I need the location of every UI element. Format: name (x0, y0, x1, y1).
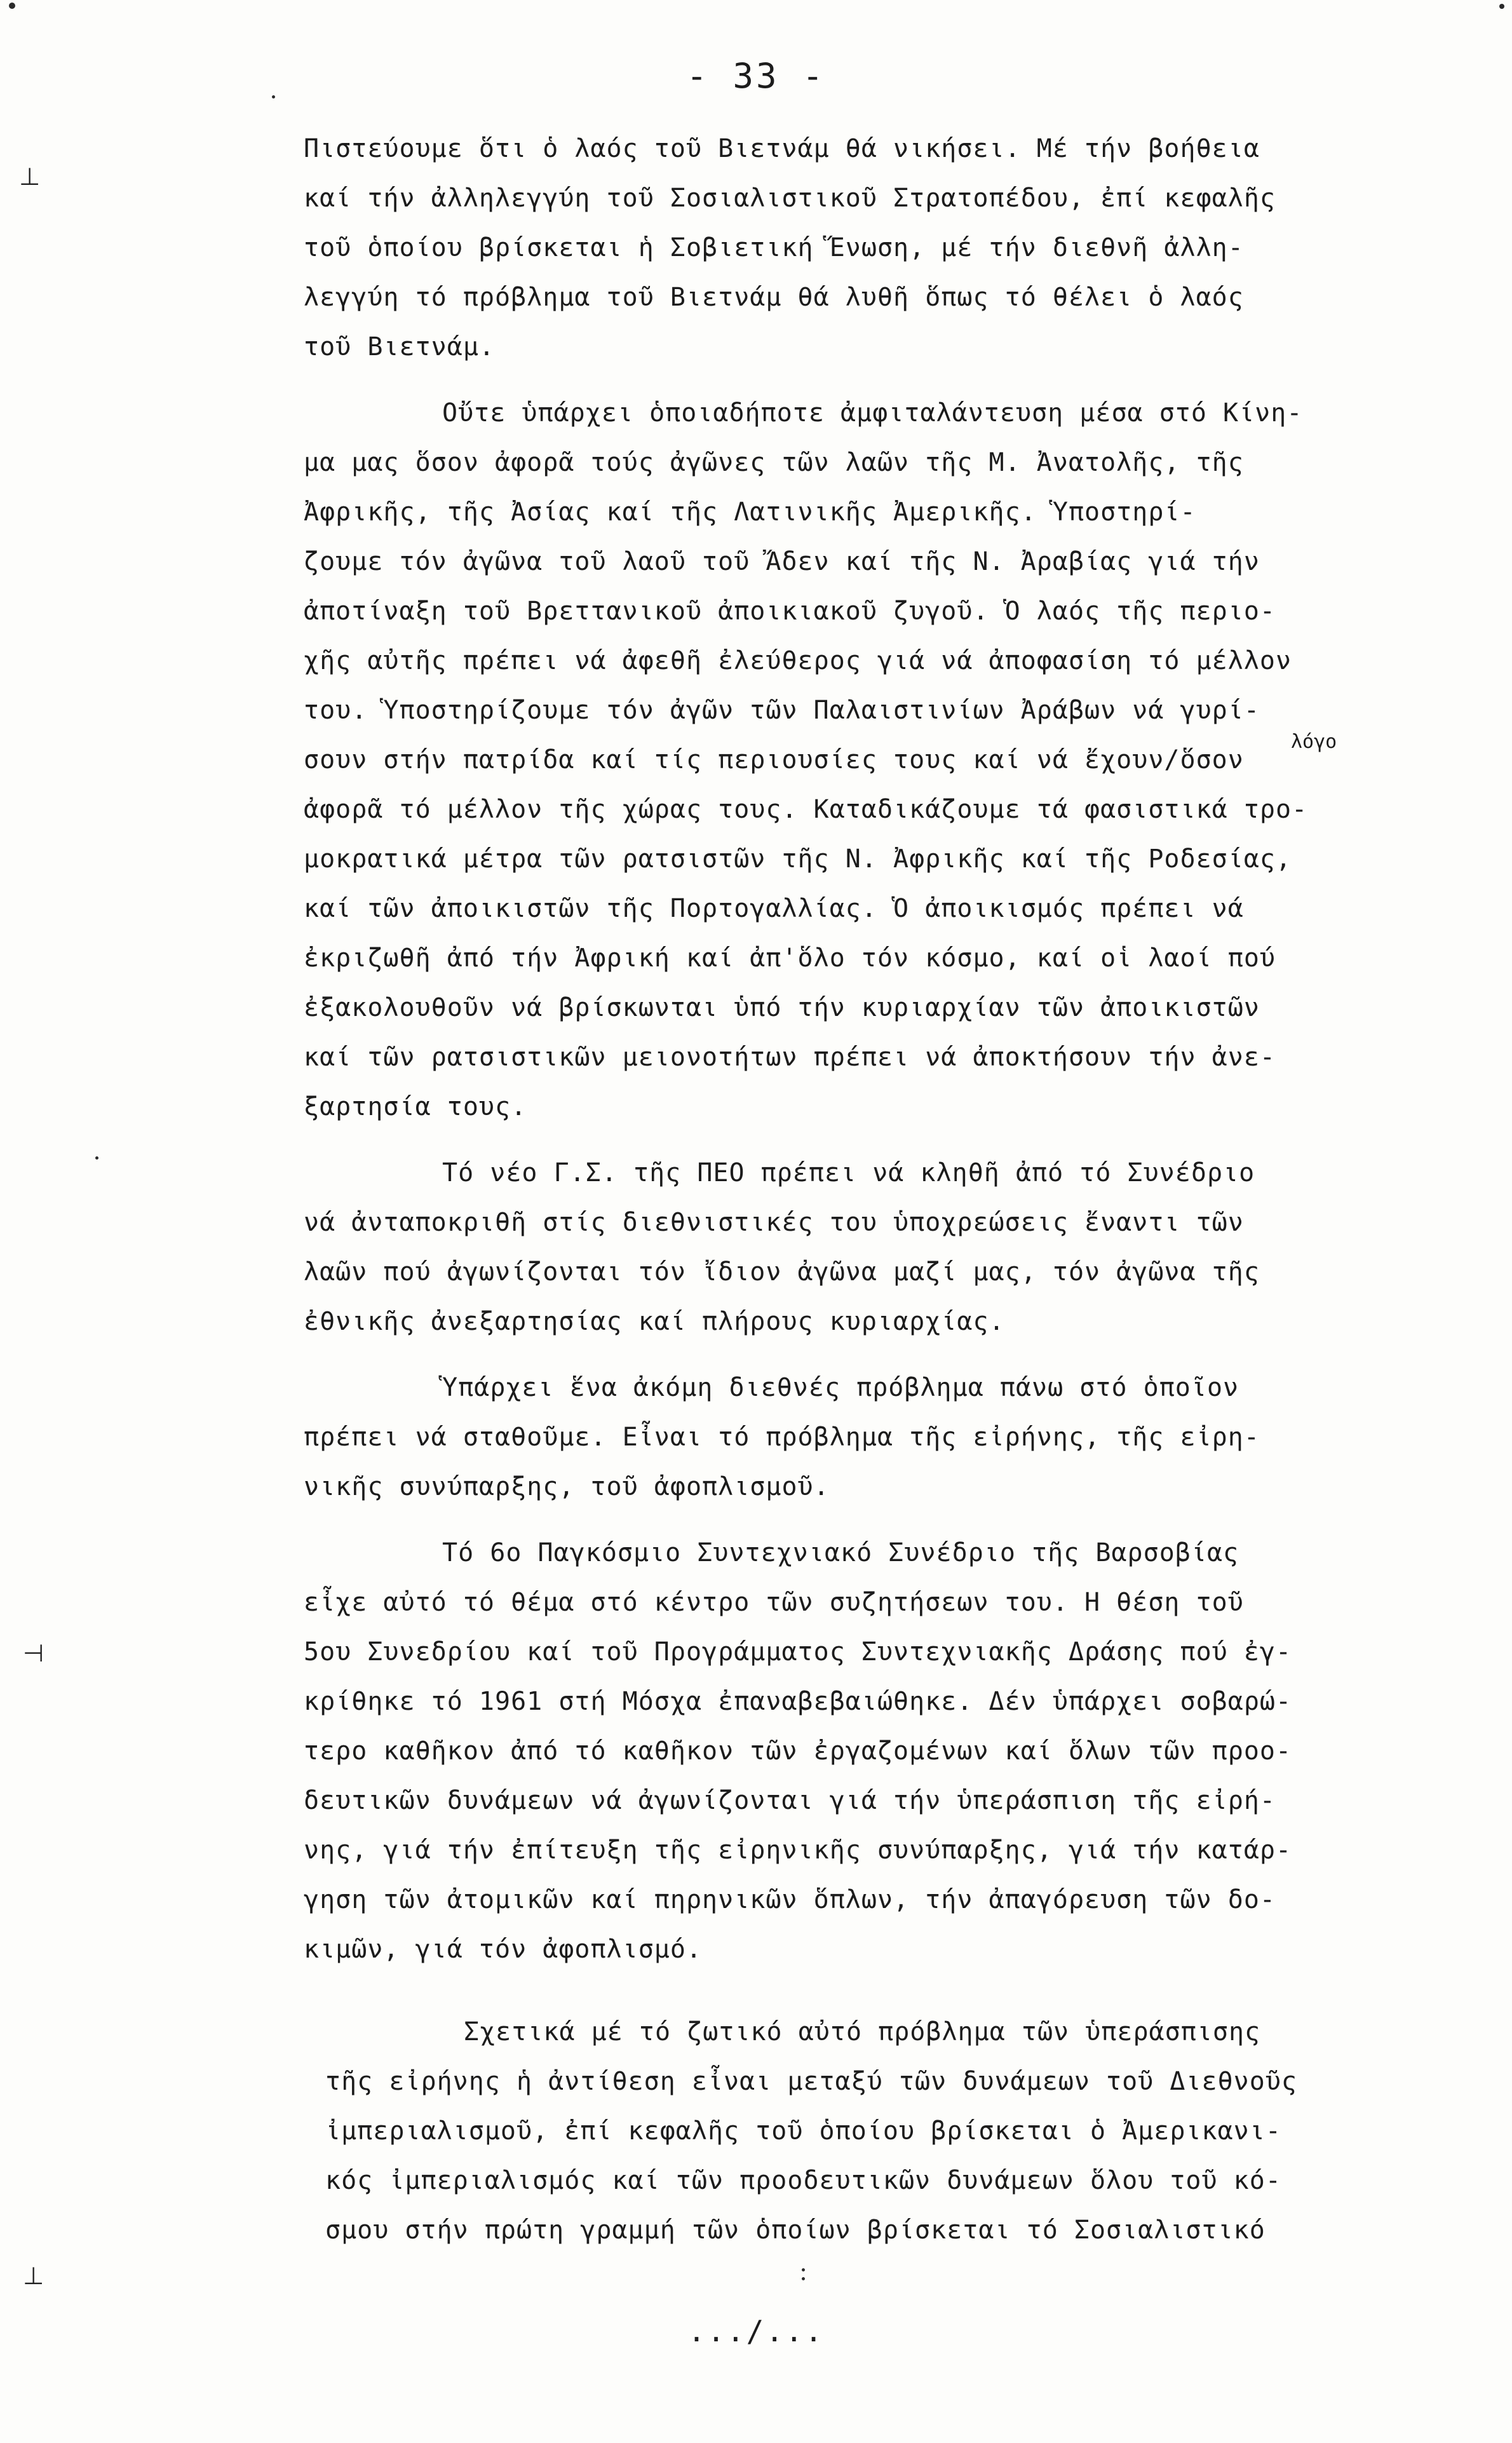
margin-mark-left-1: ⊥ (19, 163, 41, 191)
text-line: εἶχε αὐτό τό θέμα στό κέντρο τῶν συζητήσεων του. Η θέση τοῦ (304, 1588, 1244, 1617)
scan-speck (1499, 4, 1504, 9)
text-line: ἐθνικῆς ἀνεξαρτησίας καί πλήρους κυριαρχίας. (304, 1307, 1005, 1336)
text-line: ἀφορᾶ τό μέλλον τῆς χώρας τους. Καταδικάζουμε τά φασιστικά τρο- (304, 795, 1308, 824)
text-line: σουν στήν πατρίδα καί τίς περιουσίες τους καί νά ἔχουν/ὅσον (304, 745, 1244, 775)
margin-mark-left-2: ⊣ (23, 1639, 44, 1667)
text-line: Σχετικά μέ τό ζωτικό αὐτό πρόβλημα τῶν ὑπεράσπισης (464, 2017, 1261, 2047)
text-line: νικῆς συνύπαρξης, τοῦ ἀφοπλισμοῦ. (304, 1472, 830, 1501)
text-line: μοκρατικά μέτρα τῶν ρατσιστῶν τῆς Ν. Ἀφρικῆς καί τῆς Ροδεσίας, (304, 844, 1292, 874)
scan-speck (802, 2268, 805, 2271)
text-line: ἀποτίναξη τοῦ Βρεττανικοῦ ἀποικιακοῦ ζυγοῦ. Ὁ λαός τῆς περιο- (304, 597, 1276, 626)
text-line: νης, γιά τήν ἐπίτευξη τῆς εἰρηνικῆς συνύπαρξης, γιά τήν κατάρ- (304, 1836, 1292, 1865)
text-line: γηση τῶν ἀτομικῶν καί πηρηνικῶν ὅπλων, τήν ἀπαγόρευση τῶν δο- (304, 1885, 1276, 1914)
text-line: μα μας ὅσον ἀφορᾶ τούς ἀγῶνες τῶν λαῶν τῆς Μ. Ἀνατολῆς, τῆς (304, 448, 1244, 477)
text-line: του. Ὑποστηρίζουμε τόν ἀγῶν τῶν Παλαιστινίων Ἀράβων νά γυρί- (304, 696, 1260, 725)
scan-speck (802, 2277, 805, 2280)
text-line: τοῦ ὁποίου βρίσκεται ἡ Σοβιετική Ἕνωση, μέ τήν διεθνῆ ἀλλη- (304, 233, 1244, 262)
text-line: Ἀφρικῆς, τῆς Ἀσίας καί τῆς Λατινικῆς Ἀμερικῆς. Ὑποστηρί- (304, 497, 1196, 527)
text-line: Ὑπάρχει ἕνα ἀκόμη διεθνές πρόβλημα πάνω στό ὁποῖον (442, 1373, 1239, 1402)
text-line: τῆς εἰρήνης ἡ ἀντίθεση εἶναι μεταξύ τῶν δυνάμεων τοῦ Διεθνοῦς (325, 2067, 1298, 2096)
text-line: χῆς αὐτῆς πρέπει νά ἀφεθῆ ἐλεύθερος γιά νά ἀποφασίση τό μέλλον (304, 646, 1292, 675)
scan-speck (95, 1156, 98, 1160)
text-line: Πιστεύουμε ὅτι ὁ λαός τοῦ Βιετνάμ θά νικήσει. Μέ τήν βοήθεια (304, 134, 1260, 163)
scan-speck (9, 3, 15, 9)
text-line: πρέπει νά σταθοῦμε. Εἶναι τό πρόβλημα τῆς εἰρήνης, τῆς εἰρη- (304, 1423, 1260, 1452)
continuation-marker: .../... (687, 2314, 825, 2348)
text-line: καί τῶν ρατσιστικῶν μειονοτήτων πρέπει νά ἀποκτήσουν τήν ἀνε- (304, 1043, 1276, 1072)
text-line: καί τῶν ἀποικιστῶν τῆς Πορτογαλλίας. Ὁ ἀποικισμός πρέπει νά (304, 894, 1244, 923)
text-line: κός ἰμπεριαλισμός καί τῶν προοδευτικῶν δυνάμεων ὅλου τοῦ κό- (325, 2166, 1281, 2195)
text-line: λαῶν πού ἀγωνίζονται τόν ἴδιον ἀγῶνα μαζί μας, τόν ἀγῶνα τῆς (304, 1257, 1260, 1287)
text-line: κιμῶν, γιά τόν ἀφοπλισμό. (304, 1935, 703, 1964)
text-line: καί τήν ἀλληλεγγύη τοῦ Σοσιαλιστικοῦ Στρατοπέδου, ἐπί κεφαλῆς (304, 184, 1276, 213)
text-line: σμου στήν πρώτη γραμμή τῶν ὁποίων βρίσκεται τό Σοσιαλιστικό (325, 2216, 1266, 2245)
text-line: ἐξακολουθοῦν νά βρίσκωνται ὑπό τήν κυριαρχίαν τῶν ἀποικιστῶν (304, 993, 1260, 1022)
text-line: 5ου Συνεδρίου καί τοῦ Προγράμματος Συντεχνιακῆς Δράσης πού ἐγ- (304, 1637, 1292, 1667)
text-line: ἰμπεριαλισμοῦ, ἐπί κεφαλῆς τοῦ ὁποίου βρίσκεται ὁ Ἀμερικανι- (325, 2116, 1281, 2146)
text-line: νά ἀνταποκριθῆ στίς διεθνιστικές του ὑποχρεώσεις ἔναντι τῶν (304, 1208, 1244, 1237)
text-line: Τό νέο Γ.Σ. τῆς ΠΕΟ πρέπει νά κληθῆ ἀπό τό Συνέδριο (442, 1158, 1255, 1188)
text-line: ξαρτησία τους. (304, 1092, 527, 1121)
text-line: τερο καθῆκον ἀπό τό καθῆκον τῶν ἐργαζομένων καί ὅλων τῶν προο- (304, 1736, 1292, 1766)
text-line: τοῦ Βιετνάμ. (304, 332, 495, 362)
text-line: κρίθηκε τό 1961 στή Μόσχα ἐπαναβεβαιώθηκε. Δέν ὑπάρχει σοβαρώ- (304, 1687, 1292, 1716)
text-line: ζουμε τόν ἀγῶνα τοῦ λαοῦ τοῦ Ἄδεν καί τῆς Ν. Ἀραβίας γιά τήν (304, 547, 1260, 576)
scan-speck (272, 95, 275, 98)
text-line: Τό 6ο Παγκόσμιο Συντεχνιακό Συνέδριο τῆς Βαρσοβίας (442, 1538, 1239, 1567)
page-number: - 33 - (686, 56, 826, 96)
handwritten-correction: λόγο (1291, 731, 1337, 753)
text-line: δευτικῶν δυνάμεων νά ἀγωνίζονται γιά τήν ὑπεράσπιση τῆς εἰρή- (304, 1786, 1276, 1815)
text-line: Οὔτε ὑπάρχει ὁποιαδήποτε ἀμφιταλάντευση μέσα στό Κίνη- (442, 398, 1303, 428)
text-line: ἐκριζωθῆ ἀπό τήν Ἀφρική καί ἀπ'ὅλο τόν κόσμο, καί οἱ λαοί πού (304, 944, 1276, 973)
margin-mark-left-3: ⊥ (23, 2262, 44, 2290)
text-line: λεγγύη τό πρόβλημα τοῦ Βιετνάμ θά λυθῆ ὅπως τό θέλει ὁ λαός (304, 283, 1244, 312)
